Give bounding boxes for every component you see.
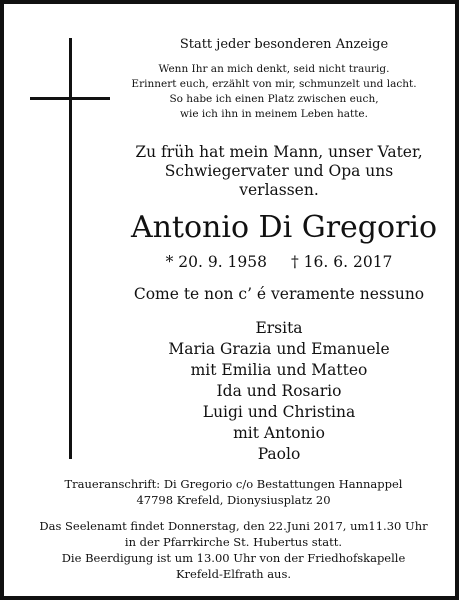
family-member: Maria Grazia und Emanuele [168, 340, 390, 358]
service-line: Das Seelenamt findet Donnerstag, den 22.Juni 2017, um11.30 Uhr [39, 519, 428, 533]
address-line: 47798 Krefeld, Dionysiusplatz 20 [136, 493, 331, 507]
service-line: Die Beerdigung ist um 13.00 Uhr von der Friedhofskapelle [61, 551, 406, 565]
mourning-address [24, 476, 443, 508]
family-member: Ida und Rosario [216, 382, 342, 400]
poem-line: Wenn Ihr an mich denkt, seid nicht traurig. [158, 63, 390, 75]
poem-line: Erinnert euch, erzählt von mir, schmunzelt und lacht. [131, 78, 417, 90]
service-line: in der Pfarrkirche St. Hubertus statt. [124, 535, 343, 549]
service-line: Krefeld-Elfrath aus. [175, 567, 292, 581]
cross-icon-vertical-bar [69, 38, 72, 459]
intro-line: Schwiegervater und Opa uns [164, 162, 394, 180]
family-member: Luigi und Christina [202, 403, 356, 421]
family-member: Paolo [257, 445, 301, 463]
intro-text [104, 143, 454, 200]
address-line: Traueranschrift: Di Gregorio c/o Bestattungen Hannappel [64, 477, 403, 491]
motto: Come te non c’ é veramente nessuno [133, 285, 425, 303]
intro-line: Zu früh hat mein Mann, unser Vater, [135, 143, 423, 161]
notice-heading: Statt jeder besonderen Anzeige [179, 37, 389, 52]
family-member: Ersita [255, 319, 303, 337]
family-list [114, 318, 444, 465]
life-dates [124, 252, 434, 272]
intro-line: verlassen. [239, 181, 319, 199]
poem-line: wie ich ihn in meinem Leben hatte. [180, 108, 368, 120]
birth-date: * 20. 9. 1958 [165, 253, 267, 271]
family-member: mit Antonio [233, 424, 325, 442]
death-date: † 16. 6. 2017 [291, 253, 393, 271]
poem [94, 62, 454, 122]
deceased-name: Antonio Di Gregorio [130, 210, 438, 245]
poem-line: So habe ich einen Platz zwischen euch, [169, 93, 379, 105]
service-info [14, 518, 453, 582]
family-member: mit Emilia und Matteo [190, 361, 368, 379]
